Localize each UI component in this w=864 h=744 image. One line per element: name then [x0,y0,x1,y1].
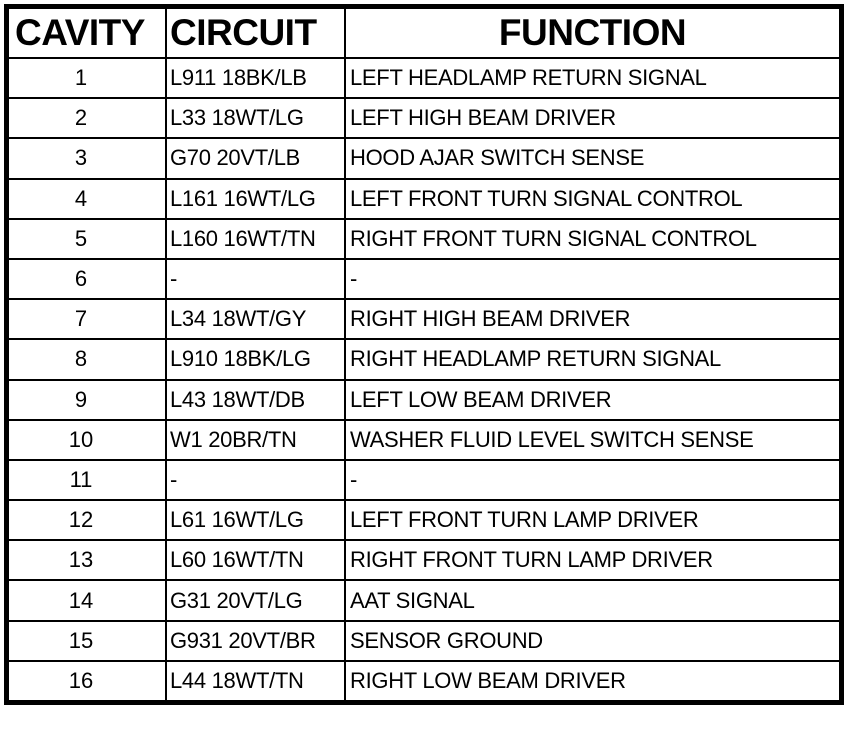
cavity-cell: 15 [8,621,166,661]
cavity-cell: 8 [8,339,166,379]
table-row [8,339,840,379]
circuit-cell: L34 18WT/GY [166,299,345,339]
cavity-cell: 10 [8,420,166,460]
table-row [8,661,840,701]
function-cell: RIGHT HIGH BEAM DRIVER [345,299,840,339]
function-cell: - [345,460,840,500]
table-row [8,380,840,420]
header-row [8,8,840,58]
circuit-cell: L43 18WT/DB [166,380,345,420]
circuit-cell: L60 16WT/TN [166,540,345,580]
connector-pinout-table [7,7,841,702]
function-cell: LEFT LOW BEAM DRIVER [345,380,840,420]
cavity-cell: 6 [8,259,166,299]
table-row [8,621,840,661]
function-cell: RIGHT FRONT TURN LAMP DRIVER [345,540,840,580]
circuit-cell: L911 18BK/LB [166,58,345,98]
cavity-cell: 11 [8,460,166,500]
function-cell: RIGHT FRONT TURN SIGNAL CONTROL [345,219,840,259]
function-cell: RIGHT HEADLAMP RETURN SIGNAL [345,339,840,379]
header-circuit: CIRCUIT [166,8,345,58]
header-function: FUNCTION [345,8,840,58]
cavity-cell: 2 [8,98,166,138]
function-cell: HOOD AJAR SWITCH SENSE [345,138,840,178]
table-row [8,420,840,460]
function-cell: WASHER FLUID LEVEL SWITCH SENSE [345,420,840,460]
circuit-cell: L161 16WT/LG [166,179,345,219]
table-row [8,179,840,219]
function-cell: LEFT FRONT TURN SIGNAL CONTROL [345,179,840,219]
circuit-cell: - [166,460,345,500]
circuit-cell: G931 20VT/BR [166,621,345,661]
table-row [8,98,840,138]
circuit-cell: L44 18WT/TN [166,661,345,701]
table-body [8,58,840,701]
circuit-cell: L61 16WT/LG [166,500,345,540]
circuit-cell: L910 18BK/LG [166,339,345,379]
cavity-cell: 1 [8,58,166,98]
function-cell: - [345,259,840,299]
table-row [8,540,840,580]
cavity-cell: 4 [8,179,166,219]
table-row [8,219,840,259]
function-cell: LEFT HEADLAMP RETURN SIGNAL [345,58,840,98]
table-row [8,460,840,500]
table-row [8,58,840,98]
table-row [8,259,840,299]
cavity-cell: 12 [8,500,166,540]
cavity-cell: 3 [8,138,166,178]
circuit-cell: - [166,259,345,299]
table-row [8,299,840,339]
function-cell: AAT SIGNAL [345,580,840,620]
circuit-cell: G70 20VT/LB [166,138,345,178]
cavity-cell: 5 [8,219,166,259]
header-cavity: CAVITY [8,8,166,58]
function-cell: RIGHT LOW BEAM DRIVER [345,661,840,701]
function-cell: SENSOR GROUND [345,621,840,661]
function-cell: LEFT FRONT TURN LAMP DRIVER [345,500,840,540]
cavity-cell: 13 [8,540,166,580]
circuit-cell: L160 16WT/TN [166,219,345,259]
table-row [8,500,840,540]
table-row [8,138,840,178]
circuit-cell: L33 18WT/LG [166,98,345,138]
circuit-cell: G31 20VT/LG [166,580,345,620]
function-cell: LEFT HIGH BEAM DRIVER [345,98,840,138]
circuit-cell: W1 20BR/TN [166,420,345,460]
cavity-cell: 14 [8,580,166,620]
cavity-cell: 16 [8,661,166,701]
table-row [8,580,840,620]
cavity-cell: 9 [8,380,166,420]
cavity-cell: 7 [8,299,166,339]
